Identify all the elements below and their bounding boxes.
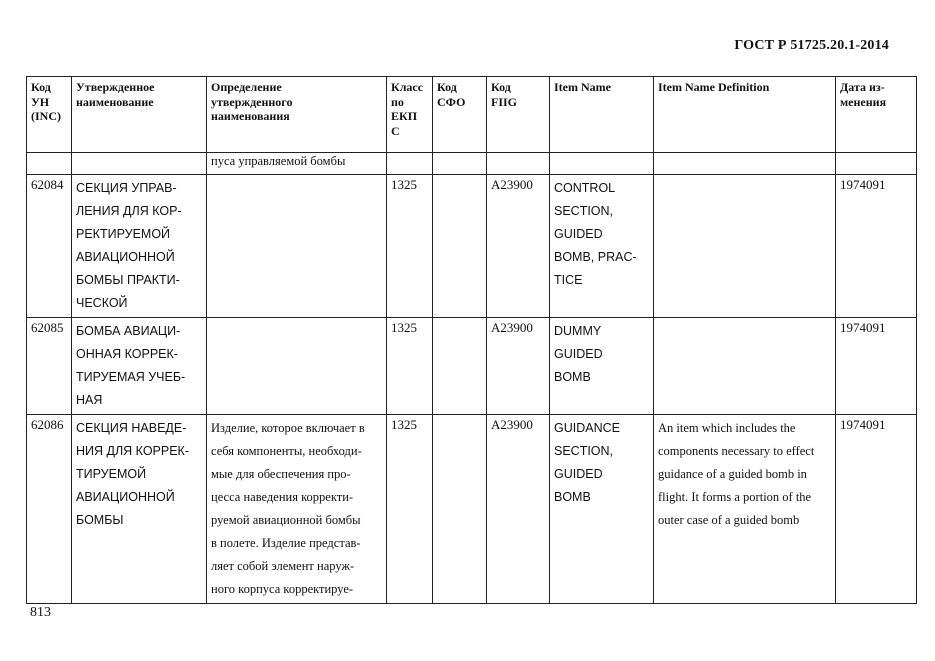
cell-approved-name: СЕКЦИЯ УПРАВ- ЛЕНИЯ ДЛЯ КОР- РЕКТИРУЕМОЙ АВИАЦИОННОЙ БОМБЫ ПРАКТИ- ЧЕСКОЙ xyxy=(72,175,207,318)
table-row xyxy=(27,415,917,604)
cell-code: 62085 xyxy=(27,318,72,415)
col-header-change-date: Дата из- менения xyxy=(836,77,917,153)
cell-approved-name: СЕКЦИЯ НАВЕДЕ- НИЯ ДЛЯ КОРРЕК- ТИРУЕМОЙ АВИАЦИОННОЙ БОМБЫ xyxy=(72,415,207,604)
col-header-definition: Определение утвержденного наименования xyxy=(207,77,387,153)
cell-definition xyxy=(207,175,387,318)
col-header-item-name-definition: Item Name Definition xyxy=(654,77,836,153)
cell-sfo xyxy=(433,415,487,604)
col-header-sfo: Код СФО xyxy=(433,77,487,153)
cell-fiig: A23900 xyxy=(487,318,550,415)
table-row xyxy=(27,318,917,415)
table-row xyxy=(27,175,917,318)
continuation-definition: пуса управляемой бомбы xyxy=(207,153,387,175)
document-code: ГОСТ Р 51725.20.1-2014 xyxy=(734,38,889,53)
col-header-class: Класс по ЕКП С xyxy=(387,77,433,153)
page-number: 813 xyxy=(30,605,51,620)
cell-fiig: A23900 xyxy=(487,175,550,318)
cell-item-name: CONTROL SECTION, GUIDED BOMB, PRAC- TICE xyxy=(550,175,654,318)
cell-definition: Изделие, которое включает в себя компоненты, необходи- мые для обеспечения про- цесса наведения корректи- руемой авиационной бомбы в полете. Изделие представ- ляет собой элемент наруж- ного корпуса корректируе- xyxy=(207,415,387,604)
col-header-approved-name: Утвержденное наименование xyxy=(72,77,207,153)
cell-item-name-definition xyxy=(654,318,836,415)
cell-change-date: 1974091 xyxy=(836,415,917,604)
cell-item-name-definition xyxy=(654,175,836,318)
cell-sfo xyxy=(433,318,487,415)
cell-code: 62086 xyxy=(27,415,72,604)
cell-code: 62084 xyxy=(27,175,72,318)
cell-item-name: GUIDANCE SECTION, GUIDED BOMB xyxy=(550,415,654,604)
cell-sfo xyxy=(433,175,487,318)
cell-approved-name: БОМБА АВИАЦИ- ОННАЯ КОРРЕК- ТИРУЕМАЯ УЧЕБ- НАЯ xyxy=(72,318,207,415)
cell-item-name: DUMMY GUIDED BOMB xyxy=(550,318,654,415)
col-header-item-name: Item Name xyxy=(550,77,654,153)
cell-change-date: 1974091 xyxy=(836,175,917,318)
continuation-row xyxy=(27,153,917,175)
cell-item-name-definition: An item which includes the components necessary to effect guidance of a guided bomb in flight. It forms a portion of the outer case of a guided bomb xyxy=(654,415,836,604)
cell-class: 1325 xyxy=(387,175,433,318)
header-row xyxy=(27,77,917,153)
cell-class: 1325 xyxy=(387,415,433,604)
cell-change-date: 1974091 xyxy=(836,318,917,415)
cell-class: 1325 xyxy=(387,318,433,415)
col-header-code: Код УН (INC) xyxy=(27,77,72,153)
col-header-fiig: Код FIIG xyxy=(487,77,550,153)
cell-definition xyxy=(207,318,387,415)
nomenclature-table xyxy=(26,76,917,604)
cell-fiig: A23900 xyxy=(487,415,550,604)
